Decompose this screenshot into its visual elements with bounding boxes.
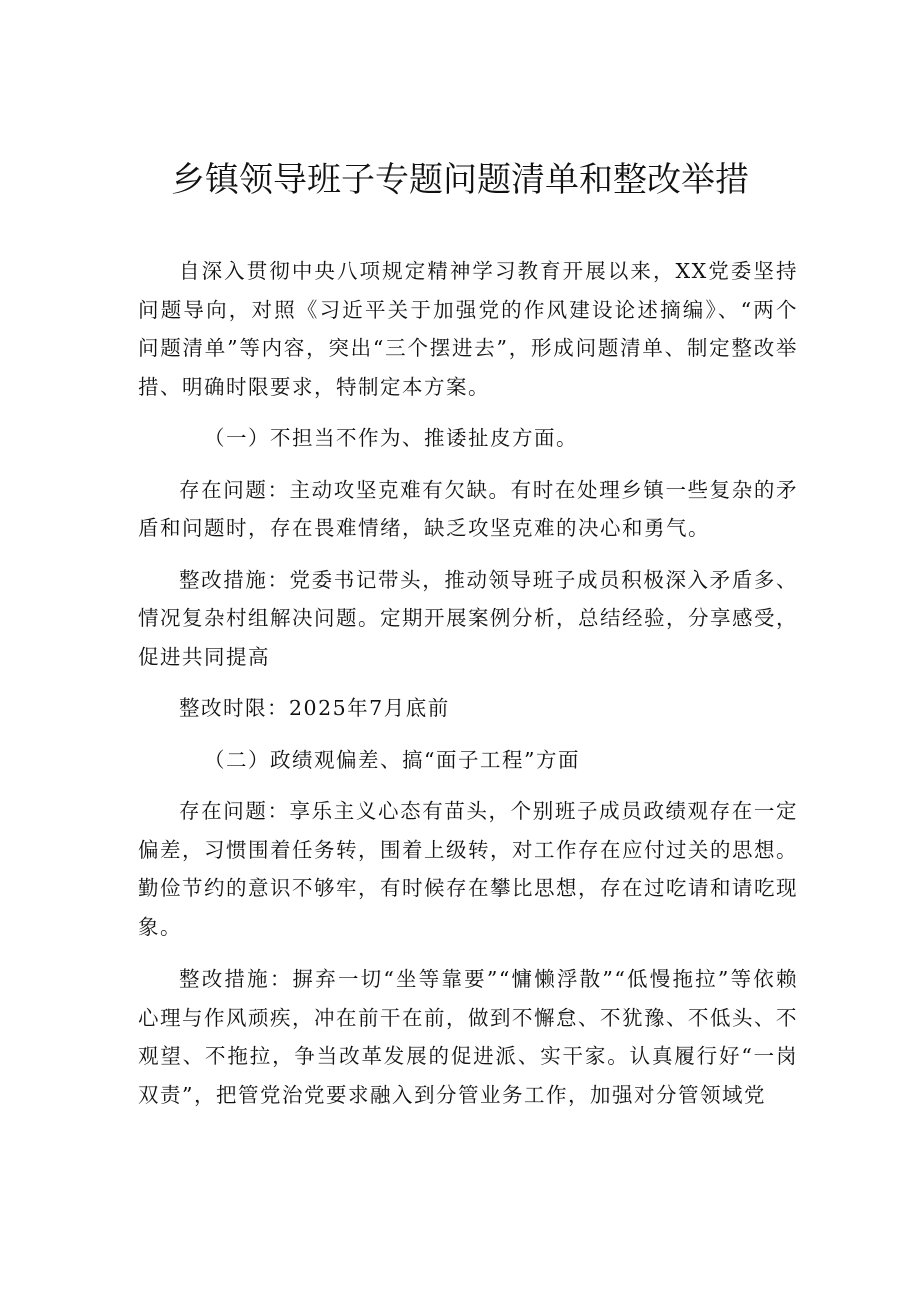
section-1-deadline: 整改时限：2025年7月底前: [179, 696, 450, 720]
section-heading-1: （一）不担当不作为、推诿扯皮方面。: [204, 426, 578, 450]
document-body: [138, 252, 798, 1114]
section-2-problem: 存在问题：享乐主义心态有苗头，个别班子成员政绩观存在一定偏差，习惯围着任务转，围着上级转，对工作存在应付过关的思想。勤俭节约的意识不够牢，有时候存在攀比思想，存在过吃请和请吃现象。: [138, 799, 798, 939]
section-1-problem: 存在问题：主动攻坚克难有欠缺。有时在处理乡镇一些复杂的矛盾和问题时，存在畏难情绪，缺乏攻坚克难的决心和勇气。: [138, 477, 798, 540]
section-1-measure: 整改措施：党委书记带头，推动领导班子成员积极深入矛盾多、情况复杂村组解决问题。定期开展案例分析，总结经验，分享感受，促进共同提高: [138, 567, 798, 669]
intro-paragraph: 自深入贯彻中央八项规定精神学习教育开展以来，XX党委坚持问题导向，对照《习近平关于加强党的作风建设论述摘编》、“两个问题清单”等内容，突出“三个摆进去”，形成问题清单、制定整改举措、明确时限要求，特制定本方案。: [138, 259, 798, 399]
section-2-measure: 整改措施：摒弃一切“坐等靠要”“慵懒浮散”“低慢拖拉”等依赖心理与作风顽疾，冲在前干在前，做到不懈怠、不犹豫、不低头、不观望、不拖拉，争当改革发展的促进派、实干家。认真履行好“一岗双责”，把管党治党要求融入到分管业务工作，加强对分管领域党: [138, 967, 798, 1107]
document-title: 乡镇领导班子专题问题清单和整改举措: [171, 160, 749, 200]
section-heading-2: （二）政绩观偏差、搞“面子工程”方面: [204, 747, 580, 772]
